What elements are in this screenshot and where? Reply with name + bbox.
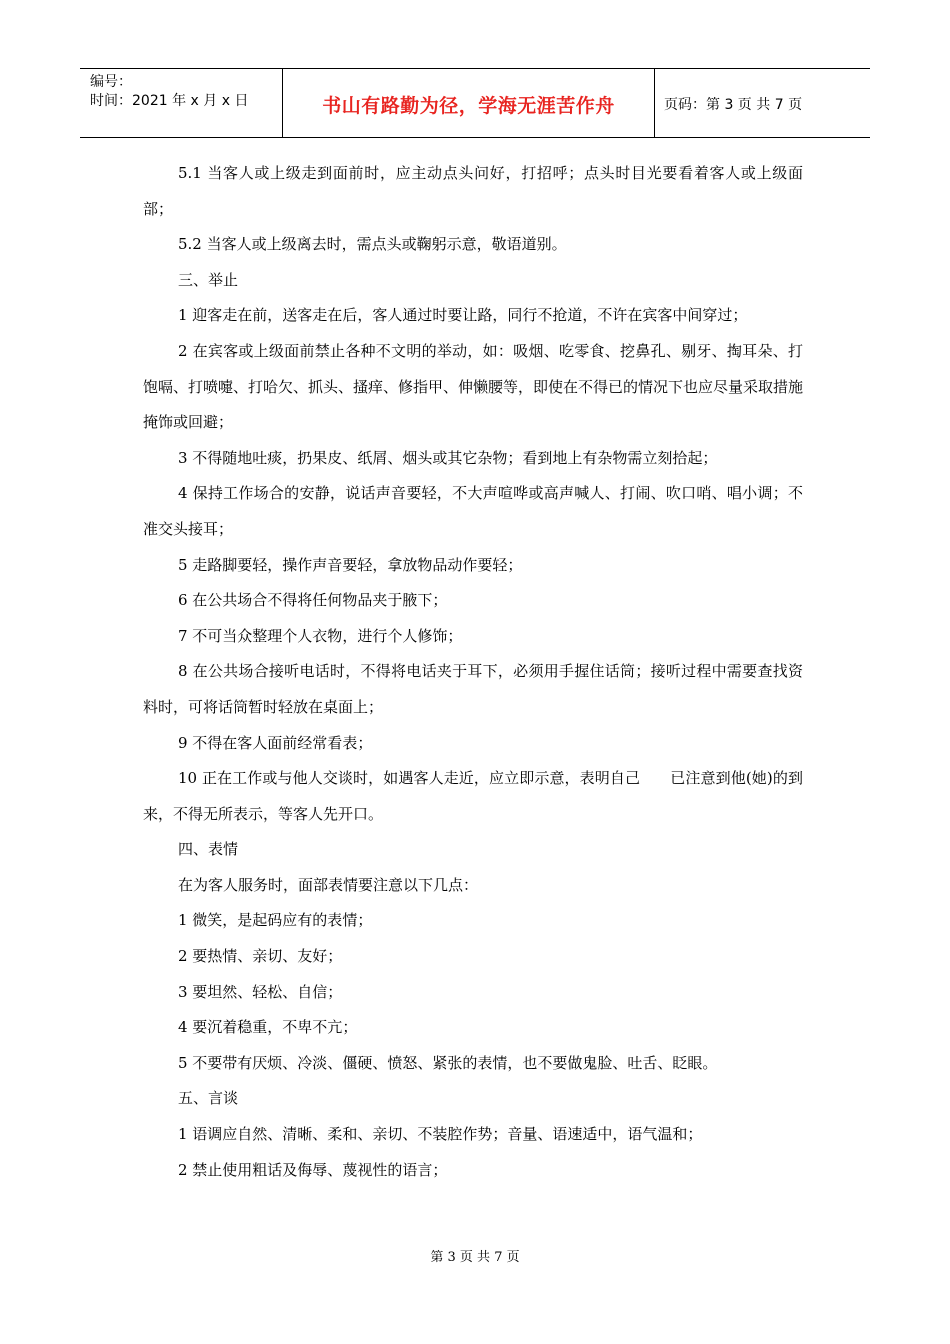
paragraph: 5.2 当客人或上级离去时，需点头或鞠躬示意，敬语道别。 bbox=[178, 235, 567, 254]
paragraph: 2 在宾客或上级面前禁止各种不文明的举动，如：吸烟、吃零食、挖鼻孔、剔牙、掏耳朵、打饱嗝、打喷嚏、打哈欠、抓头、搔痒、修指甲、伸懒腰等，即使在不得已的情况下也应尽量采取措施掩饰或回避； bbox=[143, 341, 804, 432]
paragraph: 9 不得在客人面前经常看表； bbox=[178, 733, 373, 752]
paragraph: 1 微笑，是起码应有的表情； bbox=[178, 911, 373, 930]
header-meta bbox=[80, 69, 282, 137]
paragraph: 8 在公共场合接听电话时，不得将电话夹于耳下，必须用手握住话筒；接听过程中需要查找资料时，可将话筒暂时轻放在桌面上； bbox=[143, 662, 803, 716]
paragraph: 10 正在工作或与他人交谈时，如遇客人走近，应立即示意，表明自己 已注意到他(她)的到来，不得无所表示，等客人先开口。 bbox=[143, 769, 803, 823]
paragraph: 2 禁止使用粗话及侮辱、蔑视性的语言； bbox=[178, 1160, 448, 1179]
paragraph: 7 不可当众整理个人衣物，进行个人修饰； bbox=[178, 626, 463, 645]
footer-page-number: 第 3 页 共 7 页 bbox=[430, 1250, 520, 1265]
paragraph: 1 语调应自然、清晰、柔和、亲切、不装腔作势；音量、语速适中，语气温和； bbox=[178, 1125, 703, 1144]
paragraph: 3 不得随地吐痰，扔果皮、纸屑、烟头或其它杂物；看到地上有杂物需立刻拾起； bbox=[178, 448, 718, 467]
paragraph: 2 要热情、亲切、友好； bbox=[178, 947, 343, 966]
paragraph: 在为客人服务时，面部表情要注意以下几点： bbox=[178, 875, 479, 894]
paragraph: 5 走路脚要轻，操作声音要轻，拿放物品动作要轻； bbox=[178, 555, 523, 574]
section-heading: 三、举止 bbox=[178, 270, 239, 289]
section-heading: 五、言谈 bbox=[178, 1089, 239, 1108]
page-footer bbox=[0, 1246, 950, 1265]
header-page-info: 页码：第 3 页 共 7 页 bbox=[664, 97, 803, 113]
paragraph: 3 要坦然、轻松、自信； bbox=[178, 982, 343, 1001]
document-number-label: 编号： bbox=[90, 74, 132, 90]
page-header bbox=[80, 68, 870, 138]
document-date-label: 时间：2021 年 x 月 x 日 bbox=[90, 93, 249, 109]
paragraph: 6 在公共场合不得将任何物品夹于腋下； bbox=[178, 591, 448, 610]
paragraph: 4 要沉着稳重，不卑不亢； bbox=[178, 1018, 358, 1037]
paragraph: 5 不要带有厌烦、冷淡、僵硬、愤怒、紧张的表情，也不要做鬼脸、吐舌、眨眼。 bbox=[178, 1053, 718, 1072]
paragraph: 5.1 当客人或上级走到面前时，应主动点头问好，打招呼；点头时目光要看着客人或上级面部； bbox=[143, 164, 803, 218]
section-heading: 四、表情 bbox=[178, 840, 239, 859]
paragraph: 1 迎客走在前，送客走在后，客人通过时要让路，同行不抢道，不许在宾客中间穿过； bbox=[178, 306, 748, 325]
paragraph: 4 保持工作场合的安静，说话声音要轻，不大声喧哗或高声喊人、打闹、吹口哨、唱小调；不准交头接耳； bbox=[143, 484, 803, 538]
header-motto: 书山有路勤为径，学海无涯苦作舟 bbox=[282, 69, 655, 137]
document-body bbox=[143, 156, 803, 1188]
